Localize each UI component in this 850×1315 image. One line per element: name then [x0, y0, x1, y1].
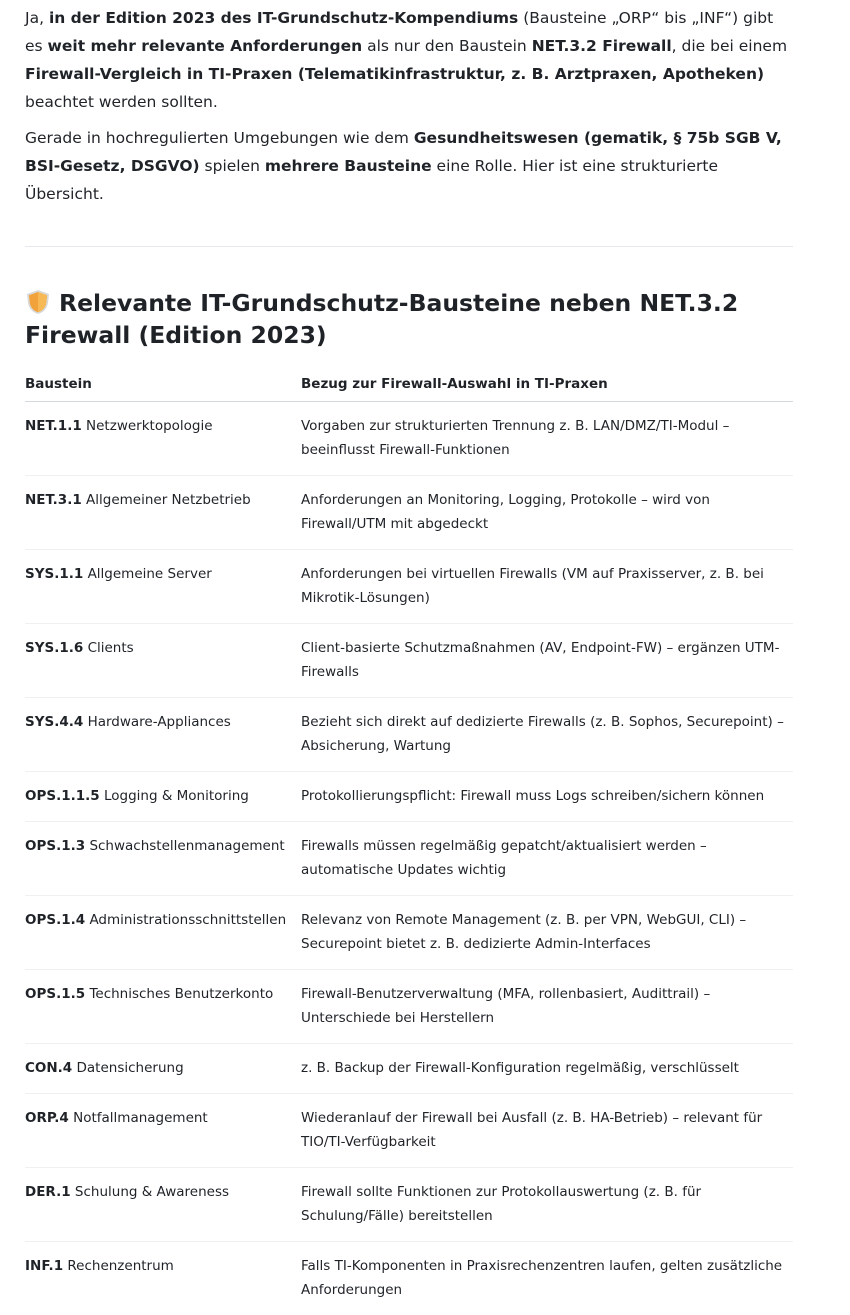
table-row — [25, 970, 793, 1044]
baustein-name: Schwachstellenmanagement — [89, 838, 284, 854]
table-header-bezug: Bezug zur Firewall-Auswahl in TI-Praxen — [301, 371, 793, 402]
intro-paragraph-2 — [25, 124, 793, 208]
text-run: beachtet werden sollten. — [25, 93, 218, 111]
table-row — [25, 772, 793, 822]
bold-text: Firewall-Vergleich in TI-Praxen (Telematikinfrastruktur, z. B. Arztpraxen, Apotheken) — [25, 65, 764, 83]
bezug-cell: Firewalls müssen regelmäßig gepatcht/aktualisiert werden – automatische Updates wichtig — [301, 822, 793, 896]
table-row — [25, 1044, 793, 1094]
text-run: Ja, — [25, 9, 49, 27]
baustein-name: Datensicherung — [77, 1060, 184, 1076]
section-divider — [25, 246, 793, 247]
bezug-cell: Client-basierte Schutzmaßnahmen (AV, Endpoint-FW) – ergänzen UTM-Firewalls — [301, 624, 793, 698]
baustein-code: INF.1 — [25, 1258, 63, 1274]
shield-icon — [25, 289, 51, 315]
bezug-cell: Firewall sollte Funktionen zur Protokollauswertung (z. B. für Schulung/Fälle) bereitstellen — [301, 1168, 793, 1242]
baustein-cell — [25, 1044, 301, 1094]
baustein-code: SYS.4.4 — [25, 714, 83, 730]
table-row — [25, 1094, 793, 1168]
table-row — [25, 1242, 793, 1315]
baustein-code: OPS.1.3 — [25, 838, 85, 854]
text-run: , die bei einem — [672, 37, 787, 55]
baustein-code: CON.4 — [25, 1060, 72, 1076]
intro-paragraph-1 — [25, 4, 793, 116]
baustein-cell — [25, 624, 301, 698]
baustein-code: SYS.1.6 — [25, 640, 83, 656]
text-run: als nur den Baustein — [362, 37, 532, 55]
baustein-name: Administrationsschnittstellen — [89, 912, 286, 928]
text-run: (Bausteine „ORP“ bis „INF“) gibt es — [25, 9, 773, 55]
section-heading — [25, 287, 793, 351]
table-row — [25, 1168, 793, 1242]
text-run: eine Rolle. Hier ist eine strukturierte Übersicht. — [25, 157, 718, 203]
bezug-cell: Relevanz von Remote Management (z. B. per VPN, WebGUI, CLI) – Securepoint bietet z. B. dedizierte Admin-Interfaces — [301, 896, 793, 970]
bezug-cell: Wiederanlauf der Firewall bei Ausfall (z. B. HA-Betrieb) – relevant für TIO/TI-Verfügbarkeit — [301, 1094, 793, 1168]
bezug-cell: z. B. Backup der Firewall-Konfiguration regelmäßig, verschlüsselt — [301, 1044, 793, 1094]
response-content — [25, 4, 793, 1315]
baustein-name: Rechenzentrum — [67, 1258, 173, 1274]
baustein-table — [25, 371, 793, 1315]
text-run: spielen — [200, 157, 265, 175]
baustein-cell — [25, 476, 301, 550]
baustein-name: Schulung & Awareness — [75, 1184, 229, 1200]
bold-text: mehrere Bausteine — [265, 157, 432, 175]
baustein-name: Notfallmanagement — [73, 1110, 208, 1126]
baustein-cell — [25, 550, 301, 624]
text-run: Gerade in hochregulierten Umgebungen wie dem — [25, 129, 414, 147]
baustein-cell — [25, 772, 301, 822]
baustein-name: Netzwerktopologie — [86, 418, 213, 434]
bold-text: Gesundheitswesen (gematik, § 75b SGB V, BSI-Gesetz, DSGVO) — [25, 129, 782, 175]
table-row — [25, 550, 793, 624]
table-body — [25, 402, 793, 1315]
bezug-cell: Bezieht sich direkt auf dedizierte Firewalls (z. B. Sophos, Securepoint) – Absicherung, Wartung — [301, 698, 793, 772]
baustein-cell — [25, 1094, 301, 1168]
table-row — [25, 476, 793, 550]
baustein-code: NET.3.1 — [25, 492, 82, 508]
baustein-cell — [25, 896, 301, 970]
baustein-cell — [25, 822, 301, 896]
baustein-cell — [25, 970, 301, 1044]
baustein-code: SYS.1.1 — [25, 566, 83, 582]
table-row — [25, 624, 793, 698]
baustein-name: Clients — [88, 640, 134, 656]
table-header-row — [25, 371, 793, 402]
bezug-cell: Protokollierungspflicht: Firewall muss Logs schreiben/sichern können — [301, 772, 793, 822]
table-row — [25, 402, 793, 476]
baustein-cell — [25, 402, 301, 476]
baustein-code: OPS.1.4 — [25, 912, 85, 928]
bezug-cell: Anforderungen bei virtuellen Firewalls (VM auf Praxisserver, z. B. bei Mikrotik-Lösungen) — [301, 550, 793, 624]
baustein-code: NET.1.1 — [25, 418, 82, 434]
baustein-name: Technisches Benutzerkonto — [89, 986, 273, 1002]
section-heading-text: Relevante IT-Grundschutz-Bausteine neben NET.3.2 Firewall (Edition 2023) — [25, 289, 738, 349]
bezug-cell: Falls TI-Komponenten in Praxisrechenzentren laufen, gelten zusätzliche Anforderungen — [301, 1242, 793, 1315]
table-header-baustein: Baustein — [25, 371, 301, 402]
bold-text: weit mehr relevante Anforderungen — [48, 37, 363, 55]
baustein-cell — [25, 1168, 301, 1242]
baustein-cell — [25, 698, 301, 772]
table-row — [25, 822, 793, 896]
bezug-cell: Anforderungen an Monitoring, Logging, Protokolle – wird von Firewall/UTM mit abgedeckt — [301, 476, 793, 550]
baustein-name: Allgemeine Server — [88, 566, 212, 582]
baustein-code: ORP.4 — [25, 1110, 69, 1126]
baustein-cell — [25, 1242, 301, 1315]
bezug-cell: Vorgaben zur strukturierten Trennung z. B. LAN/DMZ/TI-Modul – beeinflusst Firewall-Funktionen — [301, 402, 793, 476]
baustein-code: OPS.1.1.5 — [25, 788, 100, 804]
baustein-code: OPS.1.5 — [25, 986, 85, 1002]
baustein-name: Allgemeiner Netzbetrieb — [86, 492, 251, 508]
bold-text: NET.3.2 Firewall — [532, 37, 672, 55]
baustein-name: Logging & Monitoring — [104, 788, 249, 804]
bezug-cell: Firewall-Benutzerverwaltung (MFA, rollenbasiert, Audittrail) – Unterschiede bei Herstellern — [301, 970, 793, 1044]
table-row — [25, 896, 793, 970]
table-row — [25, 698, 793, 772]
baustein-code: DER.1 — [25, 1184, 71, 1200]
bold-text: in der Edition 2023 des IT-Grundschutz-Kompendiums — [49, 9, 518, 27]
baustein-name: Hardware-Appliances — [88, 714, 231, 730]
